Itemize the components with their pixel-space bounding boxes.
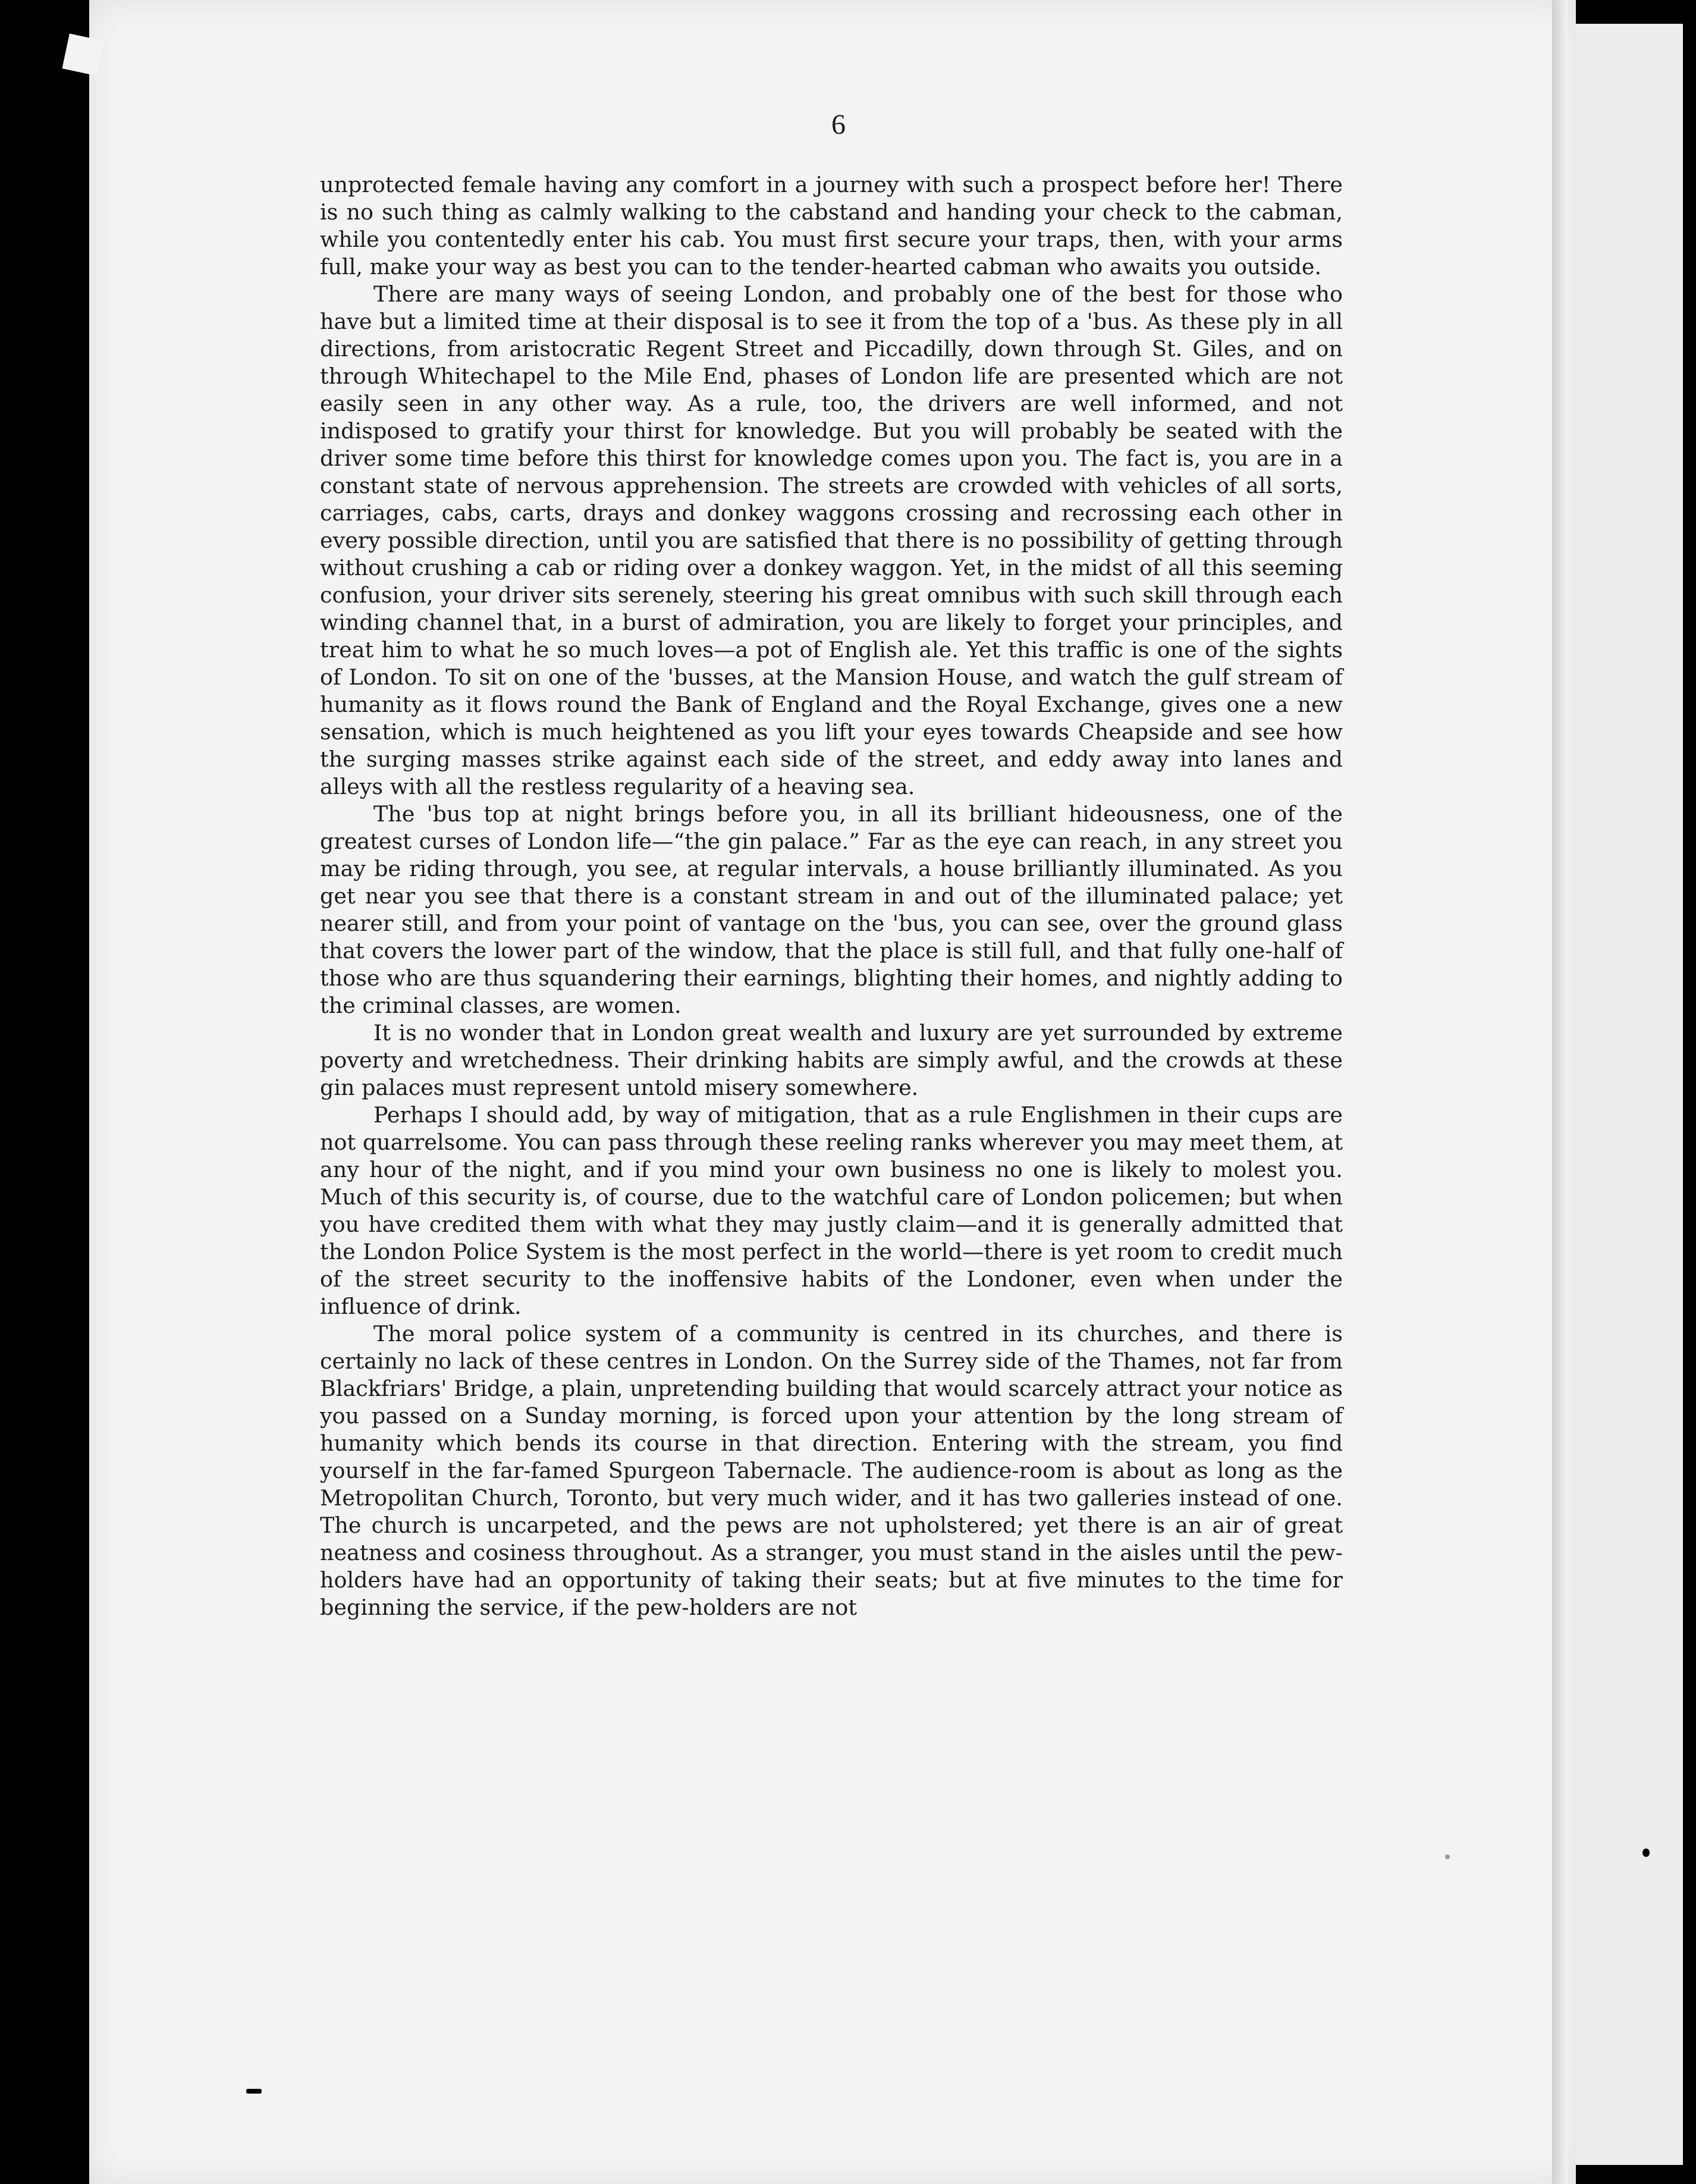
paragraph-4: It is no wonder that in London great wealth and luxury are yet surrounded by extreme poverty and wretchedness. Their drinking habits are simply awful, and the crowds at these gin palaces must represent untold misery somewhere. xyxy=(320,1020,1343,1100)
paragraph-6: The moral police system of a community is centred in its churches, and there is certainly no lack of these centres in London. On the Surrey side of the Thames, not far from Blackfriars' Bridge, a plain, unpretending building that would scarcely attract your notice as you passed on a Sunday morning, is forced upon your attention by the long stream of humanity which bends its course in that direction. Entering with the stream, you find yourself in the far-famed Spurgeon Tabernacle. The audience-room is about as long as the Metropolitan Church, Toronto, but very much wider, and it has two galleries instead of one. The church is uncarpeted, and the pews are not upholstered; yet there is an air of great neatness and cosiness throughout. As a stranger, you must stand in the aisles until the pew-holders have had an opportunity of taking their seats; but at five minutes to the time for beginning the service, if the pew-holders are not xyxy=(320,1321,1343,1620)
torn-corner xyxy=(62,33,104,76)
ink-speck xyxy=(1642,1849,1650,1857)
paragraph-3: The 'bus top at night brings before you, in all its brilliant hideousness, one of the greatest curses of London life—“the gin palace.” Far as the eye can reach, in any street you may be riding through, you see, at regular intervals, a house brilliantly illuminated. As you get near you see that there is a constant stream in and out of the illuminated palace; yet nearer still, and from your point of vantage on the 'bus, you can see, over the ground glass that covers the lower part of the window, that the place is still full, and that fully one-half of those who are thus squandering their earnings, blighting their homes, and nightly adding to the criminal classes, are women. xyxy=(320,801,1343,1018)
paragraph-2: There are many ways of seeing London, and probably one of the best for those who have but a limited time at their disposal is to see it from the top of a 'bus. As these ply in all directions, from aristocratic Regent Street and Piccadilly, down through St. Giles, and on through Whitechapel to the Mile End, phases of London life are presented which are not easily seen in any other way. As a rule, too, the drivers are well informed, and not indisposed to gratify your thirst for knowledge. But you will probably be seated with the driver some time before this thirst for knowledge comes upon you. The fact is, you are in a constant state of nervous apprehension. The streets are crowded with vehicles of all sorts, carriages, cabs, carts, drays and donkey waggons crossing and recrossing each other in every possible direction, until you are satisfied that there is no possibility of getting through without crushing a cab or riding over a donkey waggon. Yet, in the midst of all this seeming confusion, your driver sits serenely, steering his great omnibus with such skill through each winding channel that, in a burst of admiration, you are likely to forget your principles, and treat him to what he so much loves—a pot of English ale. Yet this traffic is one of the sights of London. To sit on one of the 'busses, at the Mansion House, and watch the gulf stream of humanity as it flows round the Bank of England and the Royal Exchange, gives one a new sensation, which is much heightened as you lift your eyes towards Cheapside and see how the surging masses strike against each side of the street, and eddy away into lanes and alleys with all the restless regularity of a heaving sea. xyxy=(320,281,1343,799)
ink-speck xyxy=(1445,1854,1450,1859)
page-number: 6 xyxy=(831,109,846,140)
ink-speck xyxy=(246,2089,262,2094)
page-fold-edge xyxy=(1552,0,1568,2184)
paragraph-5: Perhaps I should add, by way of mitigation, that as a rule Englishmen in their cups are not quarrelsome. You can pass through these reeling ranks wherever you may meet them, at any hour of the night, and if you mind your own business no one is likely to molest you. Much of this security is, of course, due to the watchful care of London policemen; but when you have credited them with what they may justly claim—and it is generally admitted that the London Police System is the most perfect in the world—there is yet room to credit much of the street security to the inoffensive habits of the Londoner, even when under the influence of drink. xyxy=(320,1102,1343,1319)
adjacent-page-strip xyxy=(1564,24,1683,2165)
paragraph-1: unprotected female having any comfort in a journey with such a prospect before her! There is no such thing as calmly walking to the cabstand and handing your check to the cabman, while you contentedly enter his cab. You must first secure your traps, then, with your arms full, make your way as best you can to the tender-hearted cabman who awaits you outside. xyxy=(320,172,1343,280)
body-text xyxy=(320,171,1343,1621)
